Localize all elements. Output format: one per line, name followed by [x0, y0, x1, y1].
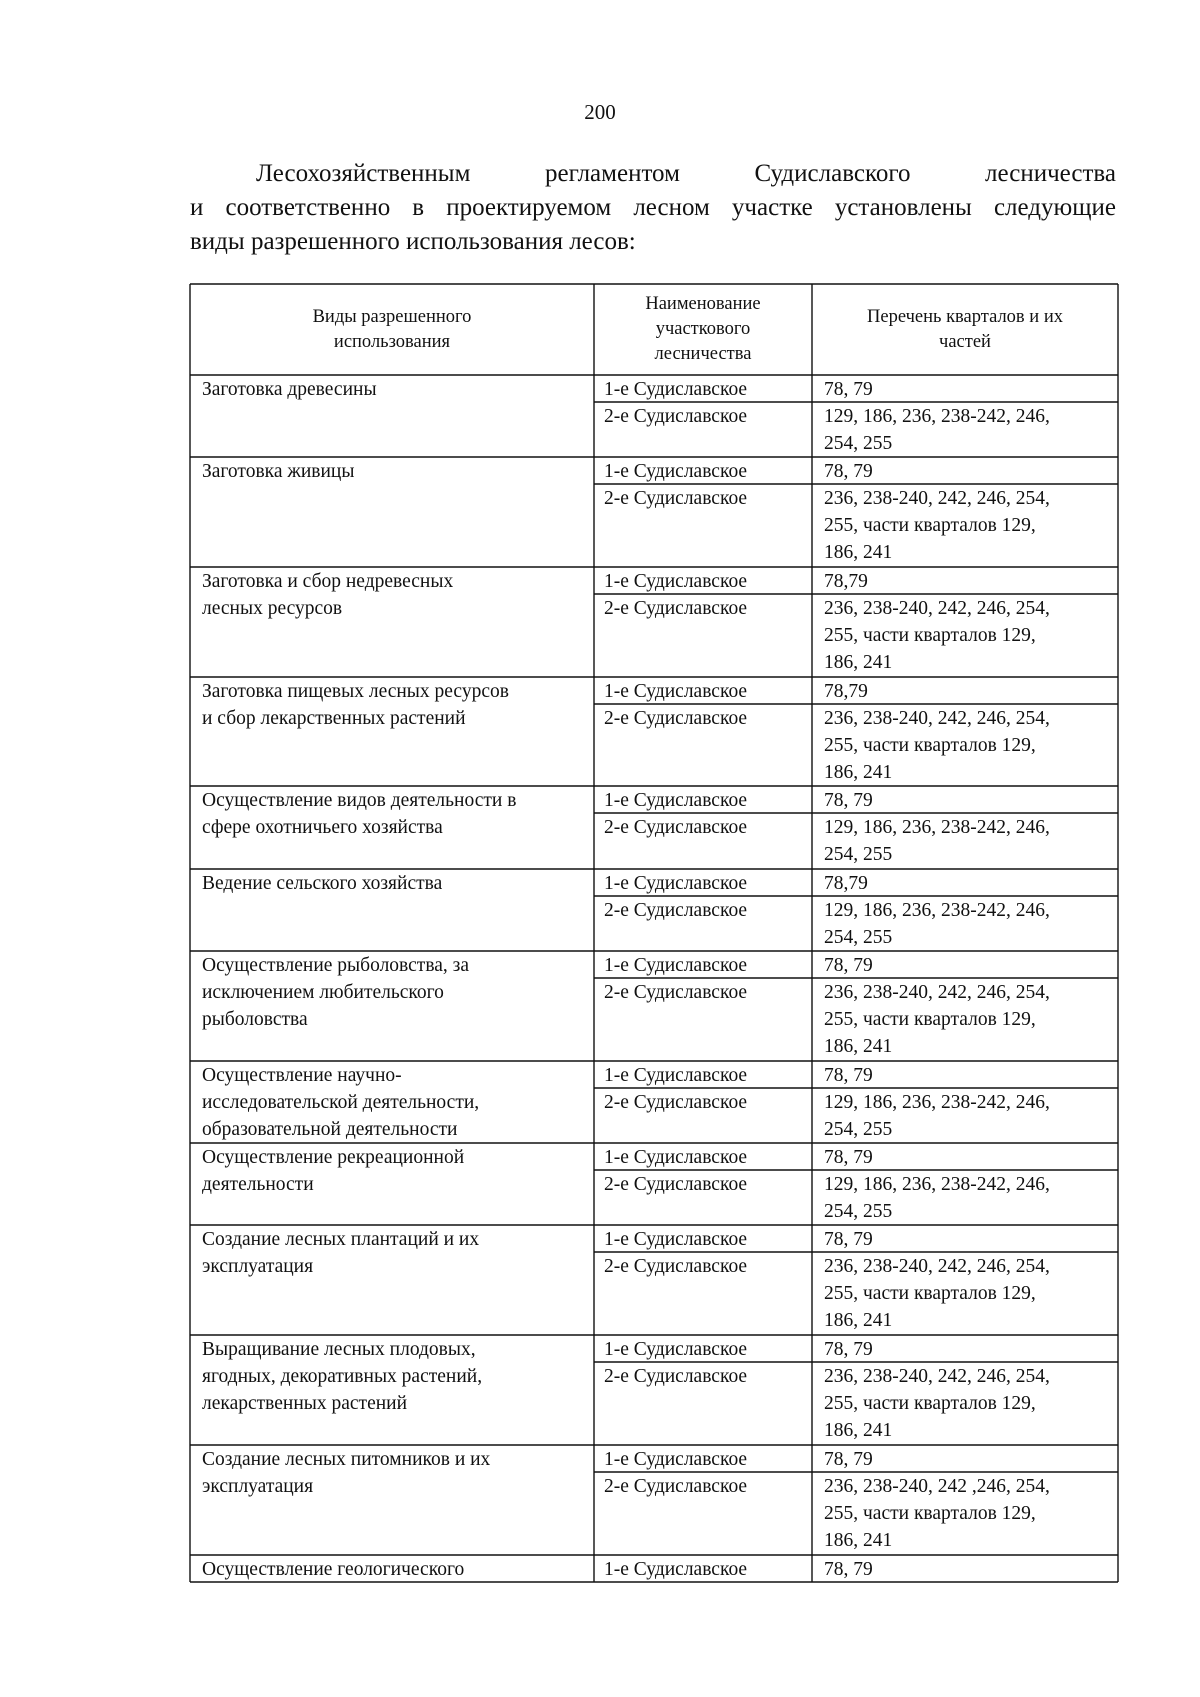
quarters-cell: 78, 79 — [824, 1147, 873, 1168]
quarters-cell: 129, 186, 236, 238-242, 246, 254, 255 — [824, 817, 1050, 865]
quarters-cell: 78, 79 — [824, 1065, 873, 1086]
forestry-cell: 1-е Судиславское — [604, 1559, 748, 1580]
page-number: 200 — [584, 100, 616, 124]
intro-word: следующие — [993, 194, 1116, 221]
forestry-cell: 2-е Судиславское — [604, 982, 748, 1003]
intro-word: лесничества — [985, 160, 1116, 187]
quarters-cell: 78, 79 — [824, 1449, 873, 1470]
activity-cell: Заготовка и сбор недревесных лесных ресурсов — [202, 571, 454, 619]
intro-word: и — [190, 194, 204, 221]
activity-cell: Заготовка древесины — [202, 379, 377, 400]
activity-cell: Осуществление геологического — [202, 1559, 465, 1580]
forestry-cell: 2-е Судиславское — [604, 598, 748, 619]
forestry-cell: 1-е Судиславское — [604, 461, 748, 482]
forestry-cell: 2-е Судиславское — [604, 900, 748, 921]
forestry-cell: 1-е Судиславское — [604, 955, 748, 976]
activity-cell: Заготовка живицы — [202, 461, 355, 482]
intro-word: проектируемом — [446, 194, 612, 221]
intro-word: участке — [731, 194, 813, 221]
activity-cell: Осуществление научно- исследовательской деятельности, образовательной деятельности — [202, 1065, 480, 1140]
quarters-cell: 129, 186, 236, 238-242, 246, 254, 255 — [824, 406, 1050, 454]
quarters-cell: 78,79 — [824, 571, 868, 592]
forestry-cell: 2-е Судиславское — [604, 1256, 748, 1277]
quarters-cell: 236, 238-240, 242 ,246, 254, 255, части кварталов 129, 186, 241 — [824, 1476, 1050, 1551]
forestry-cell: 2-е Судиславское — [604, 1366, 748, 1387]
quarters-cell: 78, 79 — [824, 1559, 873, 1580]
forestry-cell: 2-е Судиславское — [604, 406, 748, 427]
forestry-cell: 1-е Судиславское — [604, 873, 748, 894]
quarters-cell: 78, 79 — [824, 955, 873, 976]
activity-cell: Создание лесных питомников и их эксплуатация — [202, 1449, 491, 1497]
quarters-cell: 129, 186, 236, 238-242, 246, 254, 255 — [824, 900, 1050, 948]
forestry-cell: 1-е Судиславское — [604, 790, 748, 811]
intro-word: Лесохозяйственным — [256, 160, 471, 187]
quarters-cell: 236, 238-240, 242, 246, 254, 255, части кварталов 129, 186, 241 — [824, 598, 1050, 673]
forestry-cell: 2-е Судиславское — [604, 708, 748, 729]
activity-cell: Ведение сельского хозяйства — [202, 873, 443, 894]
quarters-cell: 129, 186, 236, 238-242, 246, 254, 255 — [824, 1092, 1050, 1140]
intro-word: регламентом — [545, 160, 680, 187]
intro-word: лесном — [633, 194, 710, 221]
quarters-cell: 236, 238-240, 242, 246, 254, 255, части кварталов 129, 186, 241 — [824, 1366, 1050, 1441]
quarters-cell: 78,79 — [824, 873, 868, 894]
forestry-cell: 1-е Судиславское — [604, 571, 748, 592]
quarters-cell: 78, 79 — [824, 379, 873, 400]
forestry-cell: 1-е Судиславское — [604, 379, 748, 400]
quarters-cell: 78, 79 — [824, 1229, 873, 1250]
quarters-cell: 78,79 — [824, 681, 868, 702]
quarters-cell: 78, 79 — [824, 790, 873, 811]
forestry-cell: 1-е Судиславское — [604, 1339, 748, 1360]
quarters-cell: 78, 79 — [824, 461, 873, 482]
activity-cell: Создание лесных плантаций и их эксплуатация — [202, 1229, 480, 1277]
activity-cell: Осуществление рекреационной деятельности — [202, 1147, 465, 1195]
activity-cell: Осуществление рыболовства, за исключением любительского рыболовства — [202, 955, 470, 1030]
column-header: Виды разрешенного использования — [312, 306, 472, 352]
activity-cell: Заготовка пищевых лесных ресурсов и сбор лекарственных растений — [202, 681, 509, 729]
quarters-cell: 236, 238-240, 242, 246, 254, 255, части кварталов 129, 186, 241 — [824, 708, 1050, 783]
forestry-cell: 1-е Судиславское — [604, 1449, 748, 1470]
column-header: Перечень кварталов и их частей — [867, 306, 1063, 352]
activity-cell: Осуществление видов деятельности в сфере охотничьего хозяйства — [202, 790, 517, 838]
forestry-cell: 2-е Судиславское — [604, 1476, 748, 1497]
quarters-cell: 236, 238-240, 242, 246, 254, 255, части кварталов 129, 186, 241 — [824, 1256, 1050, 1331]
forestry-cell: 2-е Судиславское — [604, 488, 748, 509]
forestry-cell: 1-е Судиславское — [604, 1147, 748, 1168]
quarters-cell: 236, 238-240, 242, 246, 254, 255, части кварталов 129, 186, 241 — [824, 982, 1050, 1057]
intro-word: соответственно — [225, 194, 391, 221]
forestry-cell: 1-е Судиславское — [604, 1229, 748, 1250]
intro-word: в — [412, 194, 425, 221]
intro-line-3: виды разрешенного использования лесов: — [190, 228, 636, 255]
forestry-cell: 2-е Судиславское — [604, 1092, 748, 1113]
activity-cell: Выращивание лесных плодовых, ягодных, декоративных растений, лекарственных растений — [202, 1339, 483, 1414]
forestry-cell: 2-е Судиславское — [604, 1174, 748, 1195]
forestry-cell: 1-е Судиславское — [604, 681, 748, 702]
forestry-cell: 2-е Судиславское — [604, 817, 748, 838]
forestry-cell: 1-е Судиславское — [604, 1065, 748, 1086]
intro-word: установлены — [834, 194, 972, 221]
quarters-cell: 236, 238-240, 242, 246, 254, 255, части кварталов 129, 186, 241 — [824, 488, 1050, 563]
quarters-cell: 129, 186, 236, 238-242, 246, 254, 255 — [824, 1174, 1050, 1222]
quarters-cell: 78, 79 — [824, 1339, 873, 1360]
intro-word: Судиславского — [754, 160, 911, 187]
column-header: Наименование участкового лесничества — [645, 294, 761, 364]
